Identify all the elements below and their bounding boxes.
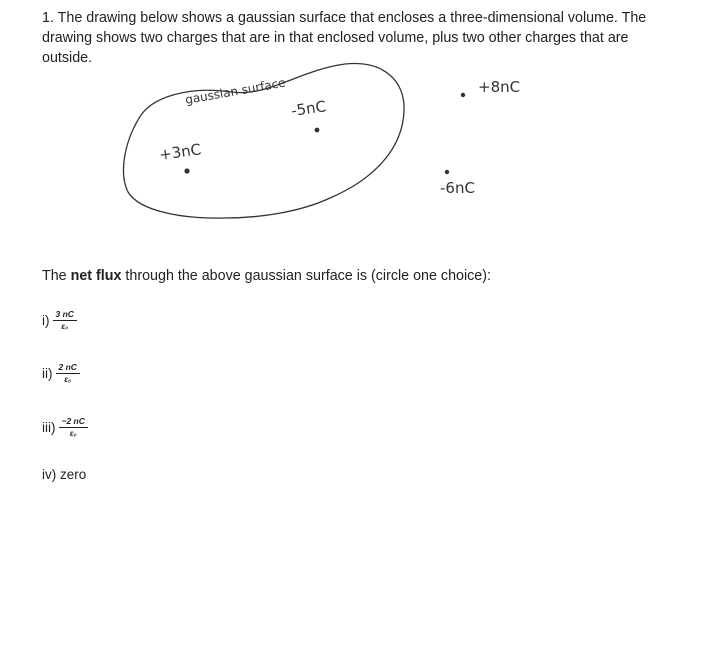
charge-dot-minus5: [315, 128, 320, 133]
choice-iii[interactable]: [42, 416, 88, 439]
choice-iii-fraction: $\frac{-2 nC}{\text{ε₀}}$: [59, 416, 88, 439]
choice-i-fraction: $\frac{3 nC}{\text{ε₀}}$: [53, 309, 77, 332]
charge-dot-minus6: [445, 170, 449, 174]
charge-label-minus5: -5nC: [290, 97, 328, 120]
question-text: 1. The drawing below shows a gaussian surface that encloses a three-dimensional volume. The drawing shows two charges that are in that enclosed volume, plus two other charges that are outside.: [42, 10, 647, 66]
choice-ii-fraction: $\frac{2 nC}{\text{ε₀}}$: [56, 362, 80, 385]
choice-ii-label: ii): [42, 366, 53, 381]
choice-iv[interactable]: [42, 467, 86, 482]
charge-label-plus8: +8nC: [478, 78, 521, 96]
charge-label-plus3: +3nC: [158, 140, 203, 164]
net-flux-prompt: The net flux through the above gaussian surface is (circle one choice):: [42, 268, 491, 284]
surface-label: gaussian surface: [184, 75, 287, 107]
choice-i-label: i): [42, 313, 50, 328]
charge-dot-plus8: [461, 93, 465, 97]
choice-ii[interactable]: [42, 362, 80, 385]
net-flux-bold: net flux: [70, 268, 122, 284]
charge-dot-plus3: [184, 168, 189, 173]
charge-label-minus6: -6nC: [440, 179, 475, 197]
choice-iv-label: iv) zero: [42, 467, 87, 482]
choice-iii-label: iii): [42, 420, 56, 435]
choice-i[interactable]: [42, 309, 77, 332]
